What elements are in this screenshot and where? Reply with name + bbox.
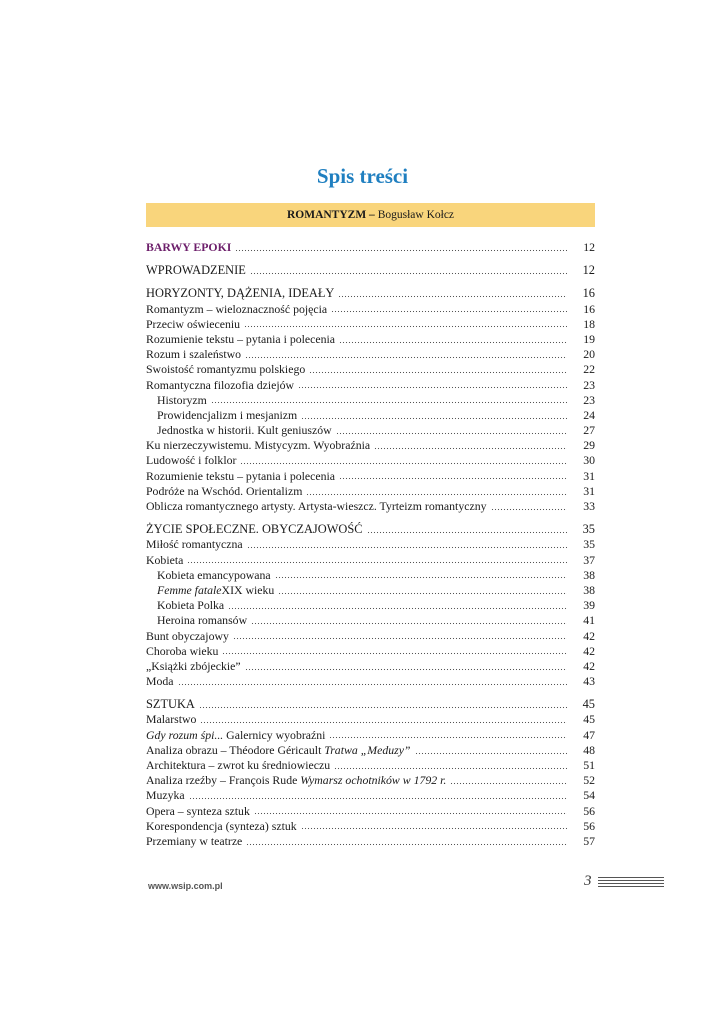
toc-entry-title xyxy=(146,629,229,644)
toc-entry-title-text: BARWY EPOKI xyxy=(146,240,232,254)
dot-leader xyxy=(228,606,567,610)
toc-entry-title-text: Muzyka xyxy=(146,788,185,803)
toc-entry-title-text: Ludowość i folklor xyxy=(146,453,237,468)
section-banner xyxy=(146,203,595,227)
page-number: 3 xyxy=(584,873,592,889)
toc-entry-page: 27 xyxy=(583,423,595,438)
toc-entry xyxy=(146,773,595,788)
dot-leader xyxy=(200,721,567,725)
dot-leader xyxy=(278,591,567,595)
toc-entry-title xyxy=(146,362,305,377)
dot-leader xyxy=(247,546,567,550)
toc-entry-title xyxy=(146,697,195,712)
dot-leader xyxy=(246,842,567,846)
toc-entry-title xyxy=(146,286,334,301)
toc-entry-page: 16 xyxy=(582,286,595,301)
toc-entry-title-text: Analiza obrazu – Théodore Géricault xyxy=(146,742,325,757)
toc-entry-title xyxy=(146,788,185,803)
toc-entry xyxy=(146,484,595,499)
toc-entry-page: 12 xyxy=(583,240,595,254)
dot-leader xyxy=(338,295,567,299)
toc-entry-title-text: Heroina romansów xyxy=(157,613,248,628)
toc-entry-title xyxy=(146,674,174,689)
toc-entry xyxy=(146,758,595,773)
toc-entry-title xyxy=(146,553,183,568)
toc-entry xyxy=(146,408,595,423)
toc-entry xyxy=(146,697,595,712)
toc-entry-page: 38 xyxy=(583,567,595,582)
toc-entry-title-text: Analiza rzeźby – François Rude xyxy=(146,773,301,788)
dot-leader xyxy=(275,576,567,580)
toc-entry-title xyxy=(146,743,411,758)
toc-entry xyxy=(146,568,595,583)
toc-entry-page: 35 xyxy=(583,537,595,552)
toc-entry-page: 51 xyxy=(583,758,595,772)
toc-entry-title-italic: Tratwa „Meduzy” xyxy=(324,742,411,757)
toc-entry-title-text: Romantyzm – wieloznaczność pojęcia xyxy=(146,301,328,316)
toc-entry-page: 16 xyxy=(583,301,595,316)
toc-entry-page: 23 xyxy=(583,392,595,407)
toc-entry xyxy=(146,362,595,377)
dot-leader xyxy=(251,622,567,626)
toc-entry-title-text: Rozumienie tekstu – pytania i polecenia xyxy=(146,331,336,346)
toc-entry-title-text: Kobieta Polka xyxy=(157,598,225,613)
toc-entry-title-text: Prowidencjalizm i mesjanizm xyxy=(157,407,298,422)
toc-entry xyxy=(146,743,595,758)
toc-entry-page: 54 xyxy=(583,788,595,803)
toc-entry-title-text: Ku nierzeczywistemu. Mistycyzm. Wyobraźnia xyxy=(146,438,371,453)
dot-leader xyxy=(233,637,567,641)
dot-leader xyxy=(178,682,567,686)
toc-entry-title-text: Rozumienie tekstu – pytania i polecenia xyxy=(146,468,336,483)
toc-entry-page: 42 xyxy=(583,628,595,643)
toc-entry-title-text: Jednostka w historii. Kult geniuszów xyxy=(157,423,332,438)
toc-entry-page: 42 xyxy=(583,658,595,673)
toc-entry xyxy=(146,712,595,727)
dot-leader xyxy=(450,781,567,785)
toc-entry-title xyxy=(146,537,243,552)
toc-entry xyxy=(146,819,595,834)
toc-entry-title-text: Malarstwo xyxy=(146,712,197,727)
dot-leader xyxy=(189,797,567,801)
toc-entry-page: 29 xyxy=(583,438,595,453)
toc-entry-title xyxy=(146,819,297,834)
toc-entry-title xyxy=(146,378,294,393)
toc-entry-title-text: „Książki zbójeckie” xyxy=(146,658,241,673)
toc-entry-title-text: Swoistość romantyzmu polskiego xyxy=(146,362,306,377)
toc-entry-page: 22 xyxy=(583,362,595,377)
toc-entry xyxy=(146,728,595,743)
publisher-url: www.wsip.com.pl xyxy=(148,881,223,891)
toc-entry xyxy=(146,537,595,552)
toc-entry xyxy=(146,522,595,537)
toc-entry-title xyxy=(146,302,327,317)
toc-entry-title-text: XIX wieku xyxy=(221,582,275,597)
toc-entry-page: 12 xyxy=(582,263,595,278)
dot-leader xyxy=(298,386,567,390)
toc-entry xyxy=(146,788,595,803)
toc-entry-title xyxy=(146,644,218,659)
toc-entry xyxy=(146,317,595,332)
toc-entry xyxy=(146,393,595,408)
toc-entry xyxy=(146,302,595,317)
toc-entry xyxy=(146,629,595,644)
dot-leader xyxy=(367,530,568,534)
toc-entry-title xyxy=(146,583,274,598)
toc-entry-title-text: Korespondencja (synteza) sztuk xyxy=(146,818,297,833)
toc-entry-title-text: ŻYCIE SPOŁECZNE. OBYCZAJOWOŚĆ xyxy=(146,522,363,537)
toc-entry xyxy=(146,659,595,674)
toc-entry-title xyxy=(146,728,325,743)
toc-entry-page: 19 xyxy=(583,331,595,346)
toc-entry-page: 41 xyxy=(583,613,595,628)
dot-leader xyxy=(250,271,567,275)
dot-leader xyxy=(491,507,567,511)
toc-entry-title-text: Przemiany w teatrze xyxy=(146,833,243,848)
toc-entry-page: 56 xyxy=(583,818,595,833)
table-of-contents xyxy=(146,240,595,849)
dot-leader xyxy=(222,652,567,656)
dot-leader xyxy=(329,736,567,740)
toc-entry-title-text: Moda xyxy=(146,674,174,689)
page-number-decoration xyxy=(598,877,664,891)
toc-entry-page: 52 xyxy=(583,773,595,788)
toc-entry-title xyxy=(146,499,487,514)
toc-entry-title xyxy=(146,834,242,849)
toc-entry-page: 45 xyxy=(582,697,595,712)
dot-leader xyxy=(245,355,567,359)
toc-entry-page: 45 xyxy=(583,712,595,727)
toc-entry xyxy=(146,598,595,613)
toc-entry-title-text: Choroba wieku xyxy=(146,643,219,658)
toc-entry-title xyxy=(146,469,335,484)
toc-entry xyxy=(146,453,595,468)
dot-leader xyxy=(211,401,567,405)
toc-entry-title xyxy=(146,240,231,255)
toc-entry-title xyxy=(146,773,446,788)
toc-entry xyxy=(146,583,595,598)
toc-entry-page: 18 xyxy=(583,316,595,331)
toc-entry-title-text: HORYZONTY, DĄŻENIA, IDEAŁY xyxy=(146,286,335,301)
toc-entry xyxy=(146,644,595,659)
toc-entry-title-text: Podróże na Wschód. Orientalizm xyxy=(146,483,303,498)
toc-entry-page: 38 xyxy=(583,582,595,597)
toc-entry-page: 31 xyxy=(583,483,595,498)
banner-author: Bogusław Kołcz xyxy=(374,209,455,221)
toc-entry-page: 56 xyxy=(583,803,595,818)
toc-entry xyxy=(146,553,595,568)
toc-entry-title-text: Opera – synteza sztuk xyxy=(146,803,250,818)
toc-entry xyxy=(146,499,595,514)
toc-entry-page: 42 xyxy=(583,643,595,658)
toc-entry-title xyxy=(146,332,335,347)
toc-entry-page: 30 xyxy=(583,453,595,468)
toc-entry-title xyxy=(146,317,240,332)
dot-leader xyxy=(245,667,567,671)
toc-entry-title-text: Architektura – zwrot ku średniowieczu xyxy=(146,758,331,772)
toc-entry-title-text: Romantyczna filozofia dziejów xyxy=(146,377,295,392)
dot-leader xyxy=(339,477,567,481)
dot-leader xyxy=(244,325,567,329)
dot-leader xyxy=(334,766,567,770)
dot-leader xyxy=(374,446,567,450)
toc-entry xyxy=(146,834,595,849)
dot-leader xyxy=(415,751,568,755)
dot-leader xyxy=(331,310,567,314)
toc-entry xyxy=(146,240,595,255)
toc-entry-page: 37 xyxy=(583,552,595,567)
dot-leader xyxy=(254,812,567,816)
dot-leader xyxy=(240,462,567,466)
toc-entry-title xyxy=(146,659,241,674)
toc-entry-title xyxy=(146,613,247,628)
toc-entry-page: 39 xyxy=(583,598,595,613)
toc-entry xyxy=(146,332,595,347)
toc-entry xyxy=(146,438,595,453)
toc-entry xyxy=(146,613,595,628)
toc-entry-title xyxy=(146,568,271,583)
toc-entry-title-text: Galernicy wyobraźni xyxy=(223,727,326,742)
toc-entry-title-italic: Gdy rozum śpi... xyxy=(146,727,224,742)
toc-entry-title xyxy=(146,423,332,438)
dot-leader xyxy=(339,340,567,344)
toc-entry-title xyxy=(146,484,302,499)
dot-leader xyxy=(309,371,567,375)
toc-entry-title xyxy=(146,522,363,537)
toc-entry-page: 57 xyxy=(583,833,595,848)
toc-entry-title xyxy=(146,408,297,423)
toc-entry-title xyxy=(146,263,246,278)
toc-entry-title-text: Kobieta xyxy=(146,552,184,567)
toc-entry-page: 48 xyxy=(583,742,595,757)
dot-leader xyxy=(336,431,567,435)
banner-heading: ROMANTYZM – xyxy=(286,209,375,221)
dot-leader xyxy=(235,248,567,252)
toc-entry-title xyxy=(146,438,370,453)
toc-entry-title-text: Przeciw oświeceniu xyxy=(146,316,241,331)
toc-entry-title xyxy=(146,712,196,727)
toc-entry-title-italic: Femme fatale xyxy=(157,582,222,597)
dot-leader xyxy=(301,416,567,420)
toc-entry-title-italic: Wymarsz ochotników w 1792 r. xyxy=(300,773,447,788)
toc-entry-page: 33 xyxy=(583,499,595,513)
toc-entry-title xyxy=(146,598,224,613)
toc-entry xyxy=(146,378,595,393)
toc-entry-title-text: WPROWADZENIE xyxy=(146,263,246,278)
toc-entry xyxy=(146,263,595,278)
toc-entry xyxy=(146,804,595,819)
toc-entry-title-text: Bunt obyczajowy xyxy=(146,628,229,643)
toc-entry-title xyxy=(146,804,250,819)
toc-entry xyxy=(146,469,595,484)
toc-entry-page: 35 xyxy=(582,522,595,537)
toc-entry-title-text: SZTUKA xyxy=(146,697,195,712)
page-title: Spis treści xyxy=(316,164,409,188)
dot-leader xyxy=(199,705,567,709)
toc-entry-page: 24 xyxy=(583,407,595,422)
toc-entry-page: 20 xyxy=(583,347,595,362)
toc-entry-page: 31 xyxy=(583,468,595,483)
toc-entry xyxy=(146,347,595,362)
toc-entry-title xyxy=(146,758,330,773)
dot-leader xyxy=(301,827,567,831)
toc-entry-page: 23 xyxy=(583,377,595,392)
toc-entry-page: 43 xyxy=(583,674,595,689)
toc-entry-title-text: Rozum i szaleństwo xyxy=(146,347,242,362)
toc-entry xyxy=(146,674,595,689)
toc-entry-title xyxy=(146,393,207,408)
toc-entry-title-text: Historyzm xyxy=(157,392,207,407)
toc-entry-title xyxy=(146,453,236,468)
dot-leader xyxy=(306,492,567,496)
toc-entry-title-text: Kobieta emancypowana xyxy=(157,567,271,582)
toc-entry-page: 47 xyxy=(583,727,595,742)
toc-entry-title-text: Oblicza romantycznego artysty. Artysta-wieszcz. Tyrteizm romantyczny xyxy=(146,499,487,513)
toc-entry-title-text: Miłość romantyczna xyxy=(146,537,243,552)
toc-entry xyxy=(146,286,595,301)
dot-leader xyxy=(187,561,567,565)
toc-entry xyxy=(146,423,595,438)
toc-entry-title xyxy=(146,347,241,362)
